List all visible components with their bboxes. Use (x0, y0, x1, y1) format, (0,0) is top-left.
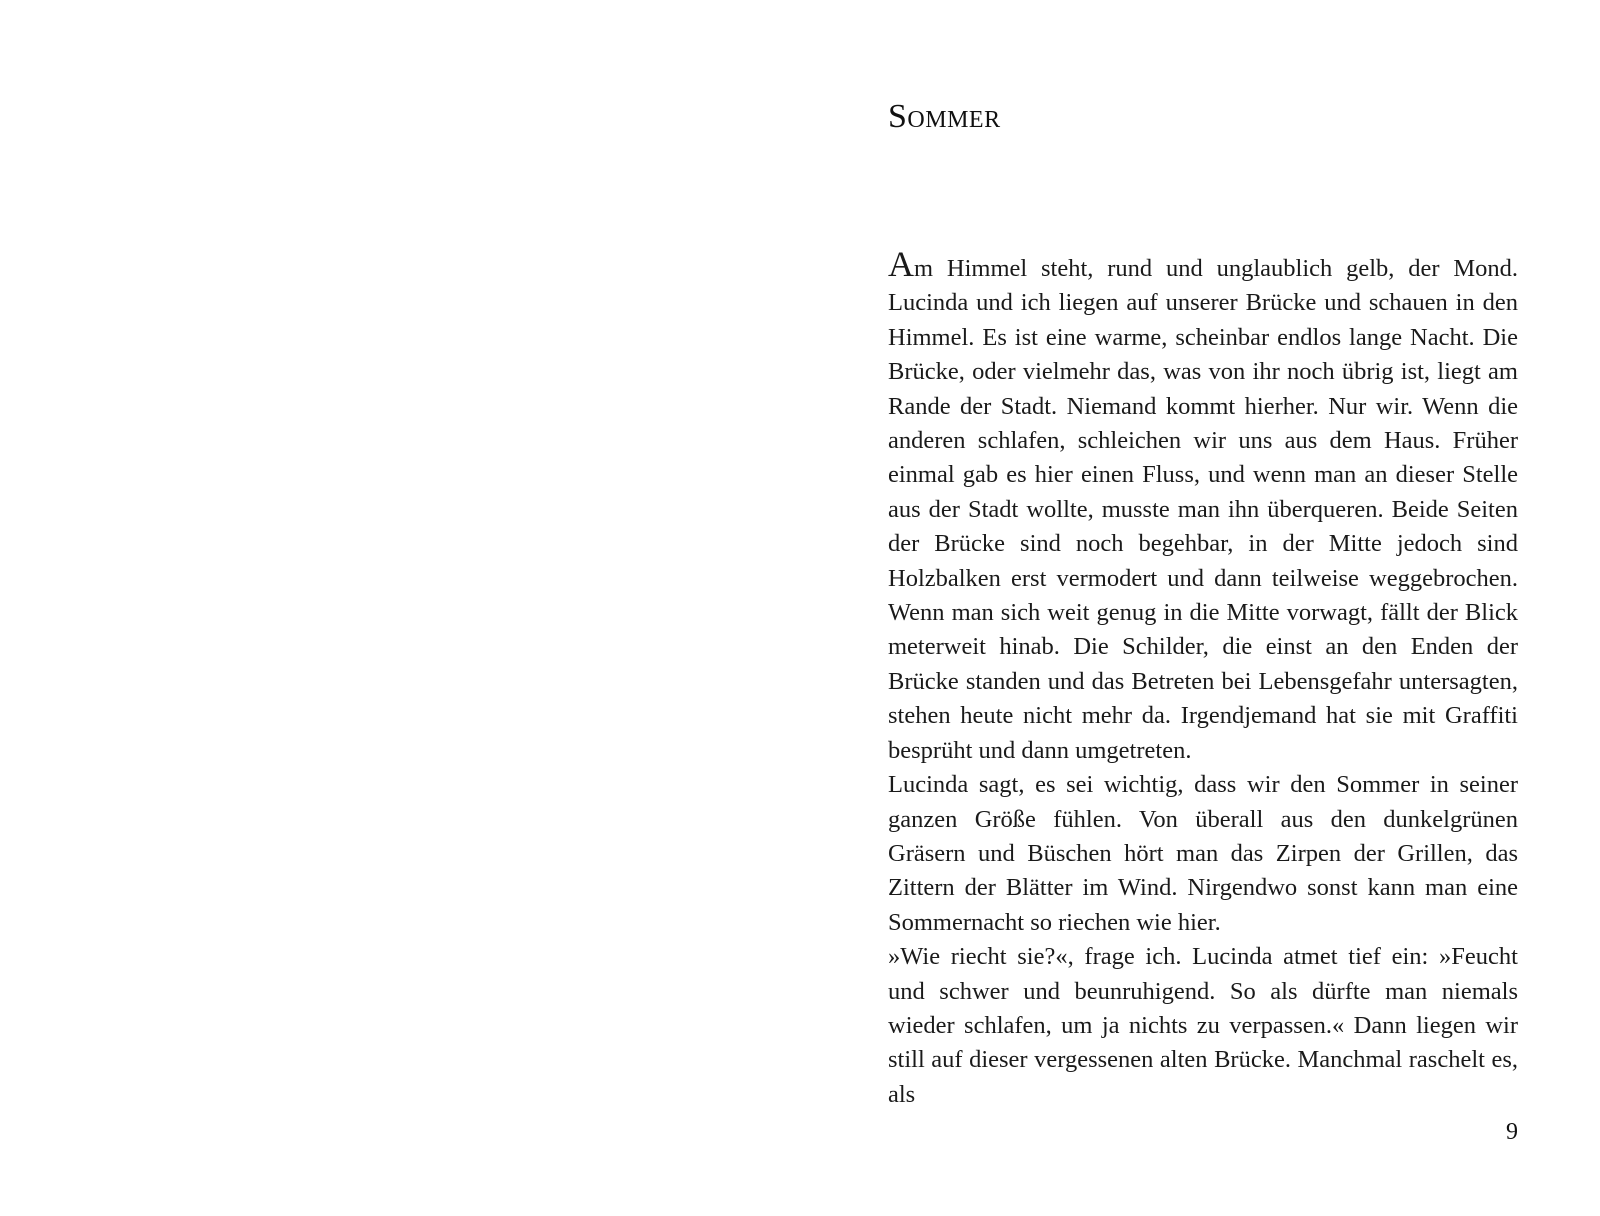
paragraph-2: Lucinda sagt, es sei wichtig, dass wir den Sommer in seiner ganzen Größe fühlen. Von überall aus den dunkelgrünen Gräsern und Büschen hört man das Zirpen der Grillen, das Zittern der Blätter im Wind. Nirgendwo sonst kann man eine Sommernacht so riechen wie hier. (888, 771, 1518, 936)
page-number: 9 (1506, 1119, 1518, 1145)
chapter-title: Sommer (888, 98, 1001, 135)
drop-cap-letter: A (888, 244, 914, 284)
paragraph-1 (888, 246, 1518, 768)
right-page (800, 0, 1600, 1216)
paragraph-1-text: m Himmel steht, rund und unglaublich gelb, der Mond. Lucinda und ich liegen auf unserer Brücke und schauen in den Himmel. Es ist eine warme, scheinbar endlos lange Nacht. Die Brücke, oder vielmehr das, was von ihr noch übrig ist, liegt am Rande der Stadt. Niemand kommt hierher. Nur wir. Wenn die anderen schlafen, schleichen wir uns aus dem Haus. Früher einmal gab es hier einen Fluss, und wenn man an dieser Stelle aus der Stadt wollte, musste man ihn überqueren. Beide Seiten der Brücke sind noch begehbar, in der Mitte jedoch sind Holzbalken erst vermodert und dann teilweise weggebrochen. Wenn man sich weit genug in die Mitte vorwagt, fällt der Blick meterweit hinab. Die Schilder, die einst an den Enden der Brücke standen und das Betreten bei Lebensgefahr untersagten, stehen heute nicht mehr da. Irgendjemand hat sie mit Graffiti besprüht und dann umgetreten. (888, 255, 1518, 764)
chapter-body (888, 246, 1518, 1112)
paragraph-3: »Wie riecht sie?«, frage ich. Lucinda atmet tief ein: »Feucht und schwer und beunruhigend. So als dürfte man niemals wieder schlafen, um ja nichts zu verpassen.« Dann liegen wir still auf dieser vergessenen alten Brücke. Manchmal raschelt es, als (888, 943, 1518, 1108)
